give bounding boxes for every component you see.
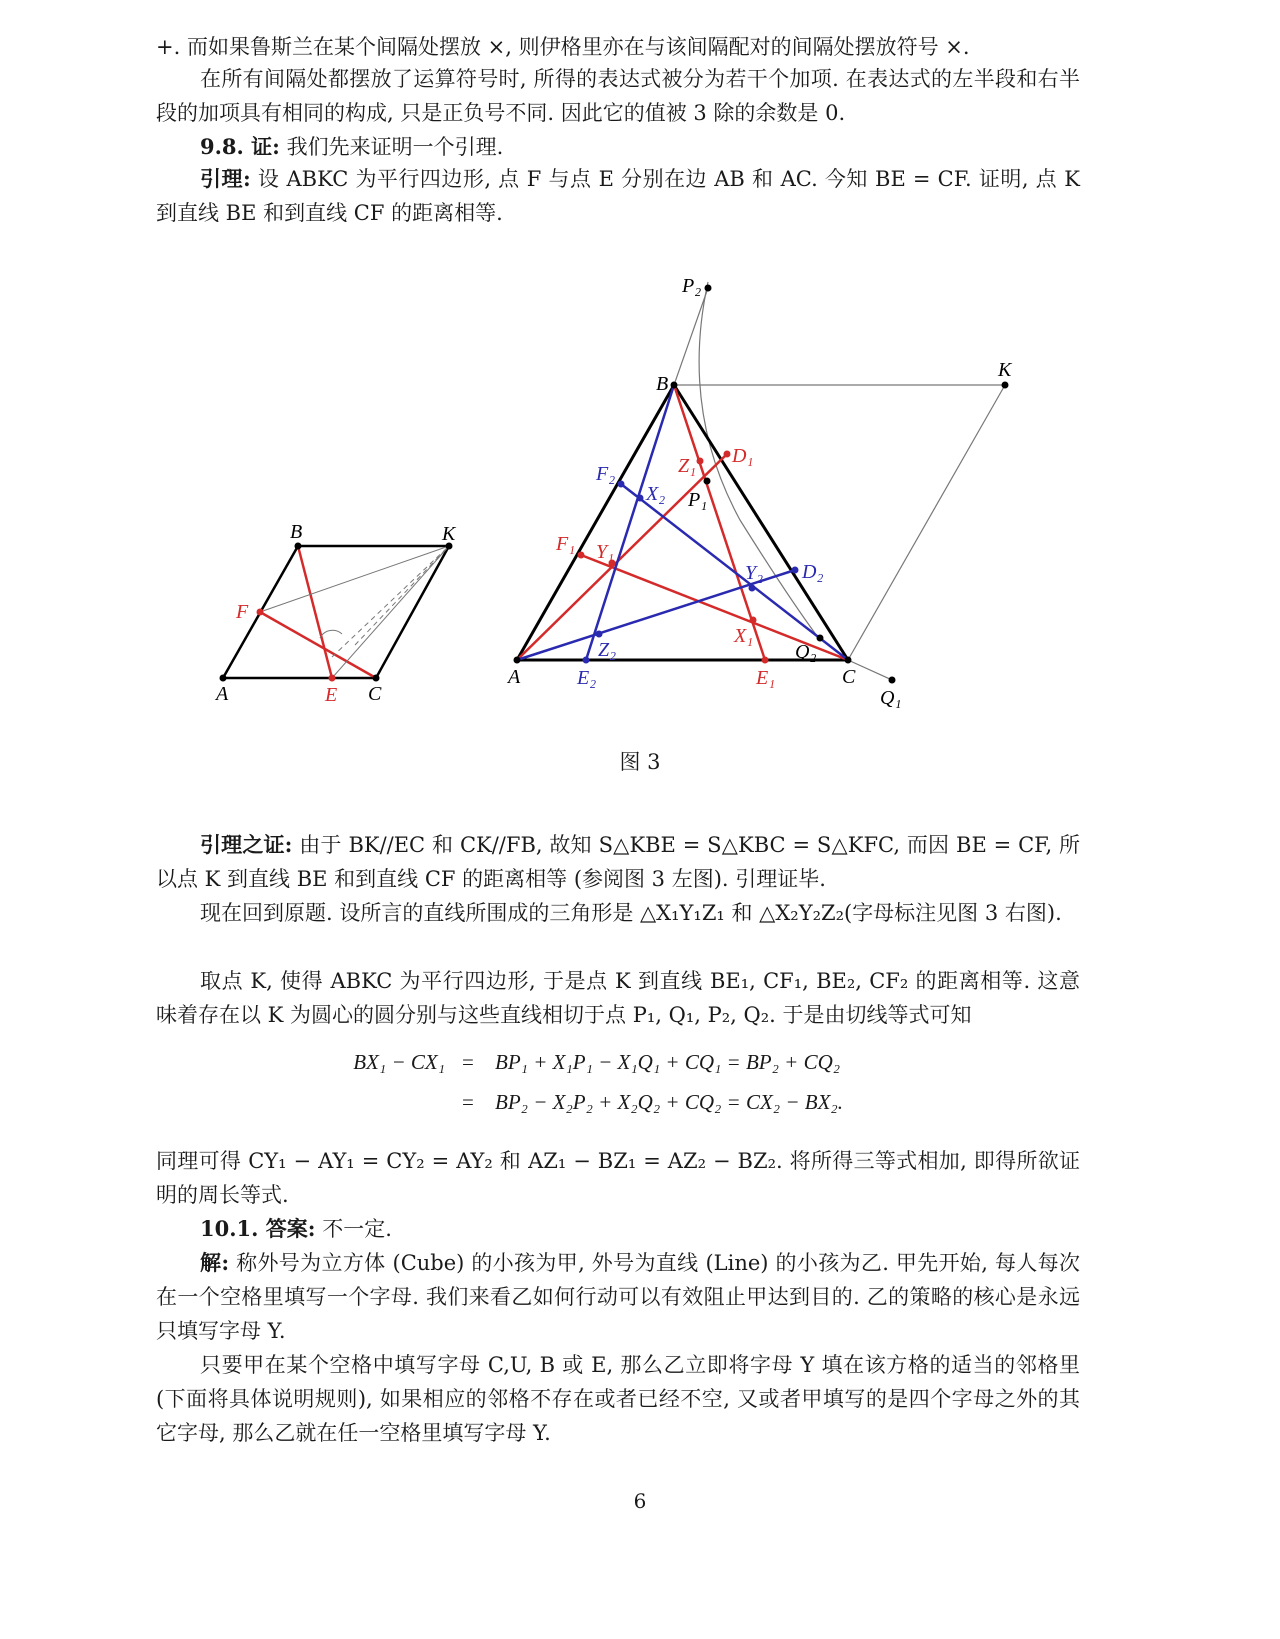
label-D1: D₁ — [732, 445, 754, 467]
equation-rhs: BP₁ + X₁P₁ − X₁Q₁ + CQ₁ = BP₂ + CQ₂ — [495, 1050, 841, 1074]
label-Q1: Q₁ — [880, 687, 902, 709]
label-D2: D₂ — [802, 561, 824, 583]
page-number: 6 — [633, 1489, 647, 1513]
label-B: B — [656, 373, 669, 395]
label-K: K — [998, 359, 1012, 381]
label-B: B — [290, 521, 303, 543]
paragraph-7 — [156, 1144, 1080, 1212]
proof-label: 引理之证: — [200, 832, 293, 857]
text: 设 ABKC 为平行四边形, 点 F 与点 E 分别在边 AB 和 AC. 今知 BE = CF. 证明, 点 K 到直线 BE 和到直线 CF 的距离相等. — [156, 167, 1080, 225]
answer-label: 10.1. 答案: — [200, 1216, 316, 1241]
text: 同理可得 CY₁ − AY₁ = CY₂ = AY₂ 和 AZ₁ − BZ₁ = AZ₂ − BZ₂. 将所得三等式相加, 即得所欲证明的周长等式. — [156, 1149, 1080, 1207]
label-C: C — [842, 666, 856, 688]
label-X1: X₁ — [734, 625, 754, 647]
equation-equals: = — [462, 1050, 474, 1074]
text: 我们先来证明一个引理. — [279, 135, 504, 159]
label-E: E — [325, 684, 338, 706]
paragraph-2 — [156, 130, 1080, 164]
label-F1: F₁ — [556, 533, 576, 555]
label-E2: E₂ — [577, 667, 597, 689]
paragraph-5 — [156, 896, 1080, 930]
label-Z1: Z₁ — [678, 455, 697, 477]
label-P1: P₁ — [688, 489, 708, 511]
paragraph-8 — [156, 1212, 1080, 1246]
text: 取点 K, 使得 ABKC 为平行四边形, 于是点 K 到直线 BE₁, CF₁, BE₂, CF₂ 的距离相等. 这意味着存在以 K 为圆心的圆分别与这些直线相切于点 P₁, Q₁, P₂, Q₂. 于是由切线等式可知 — [156, 969, 1080, 1027]
label-Y1: Y₁ — [596, 541, 615, 563]
label-X2: X₂ — [646, 483, 666, 505]
section-label: 9.8. 证: — [200, 134, 280, 159]
text: 由于 BK//EC 和 CK//FB, 故知 S△KBE = S△KBC = S△KFC, 而因 BE = CF, 所以点 K 到直线 BE 和到直线 CF 的距离相等 (参阅图 3 左图). 引理证毕. — [156, 833, 1080, 891]
label-A: A — [508, 666, 521, 688]
lemma-label: 引理: — [200, 166, 251, 191]
paragraph-9 — [156, 1246, 1080, 1348]
equation-equals: = — [462, 1090, 474, 1114]
text: 在所有间隔处都摆放了运算符号时, 所得的表达式被分为若干个加项. 在表达式的左半段和右半段的加项具有相同的构成, 只是正负号不同. 因此它的值被 3 除的余数是 0. — [156, 67, 1080, 125]
figure-left-parallelogram — [205, 510, 465, 705]
label-K: K — [442, 523, 456, 545]
equation-rhs: BP₂ − X₂P₂ + X₂Q₂ + CQ₂ = CX₂ − BX₂. — [495, 1090, 843, 1114]
equation-lhs: BX₁ − CX₁ — [353, 1050, 445, 1074]
label-Q2: Q₂ — [795, 641, 817, 663]
label-P2: P₂ — [682, 275, 702, 297]
solution-label: 解: — [200, 1250, 230, 1275]
paragraph-6 — [156, 964, 1080, 1032]
text: 称外号为立方体 (Cube) 的小孩为甲, 外号为直线 (Line) 的小孩为乙. 甲先开始, 每人每次在一个空格里填写一个字母. 我们来看乙如何行动可以有效阻止甲达到目的. 乙的策略的核心是永远只填写字母 Y. — [156, 1251, 1080, 1343]
label-F2: F₂ — [596, 463, 616, 485]
text: 不一定. — [315, 1217, 392, 1241]
equation-line-2 — [300, 1090, 1000, 1120]
equation-line-1 — [300, 1050, 1000, 1080]
label-C: C — [368, 683, 382, 705]
label-Y2: Y₂ — [745, 562, 764, 584]
paragraph-0 — [156, 30, 1080, 64]
label-A: A — [216, 683, 229, 705]
label-F: F — [236, 601, 249, 623]
paragraph-1 — [156, 62, 1080, 130]
text: +. 而如果鲁斯兰在某个间隔处摆放 ×, 则伊格里亦在与该间隔配对的间隔处摆放符号 ×. — [156, 35, 970, 59]
label-E1: E₁ — [756, 667, 776, 689]
text: 只要甲在某个空格中填写字母 C,U, B 或 E, 那么乙立即将字母 Y 填在该方格的适当的邻格里 (下面将具体说明规则), 如果相应的邻格不存在或者已经不空, 又或者甲填写的是四个字母之外的其它字母, 那么乙就在任一空格里填写字母 Y. — [156, 1353, 1080, 1445]
paragraph-4 — [156, 828, 1080, 896]
paragraph-10 — [156, 1348, 1080, 1450]
label-Z2: Z₂ — [598, 639, 617, 661]
paragraph-3 — [156, 162, 1080, 230]
text: 现在回到原题. 设所言的直线所围成的三角形是 △X₁Y₁Z₁ 和 △X₂Y₂Z₂(字母标注见图 3 右图). — [200, 901, 1062, 925]
figure-right-triangle — [495, 265, 1012, 720]
figure-caption: 图 3 — [619, 750, 661, 774]
